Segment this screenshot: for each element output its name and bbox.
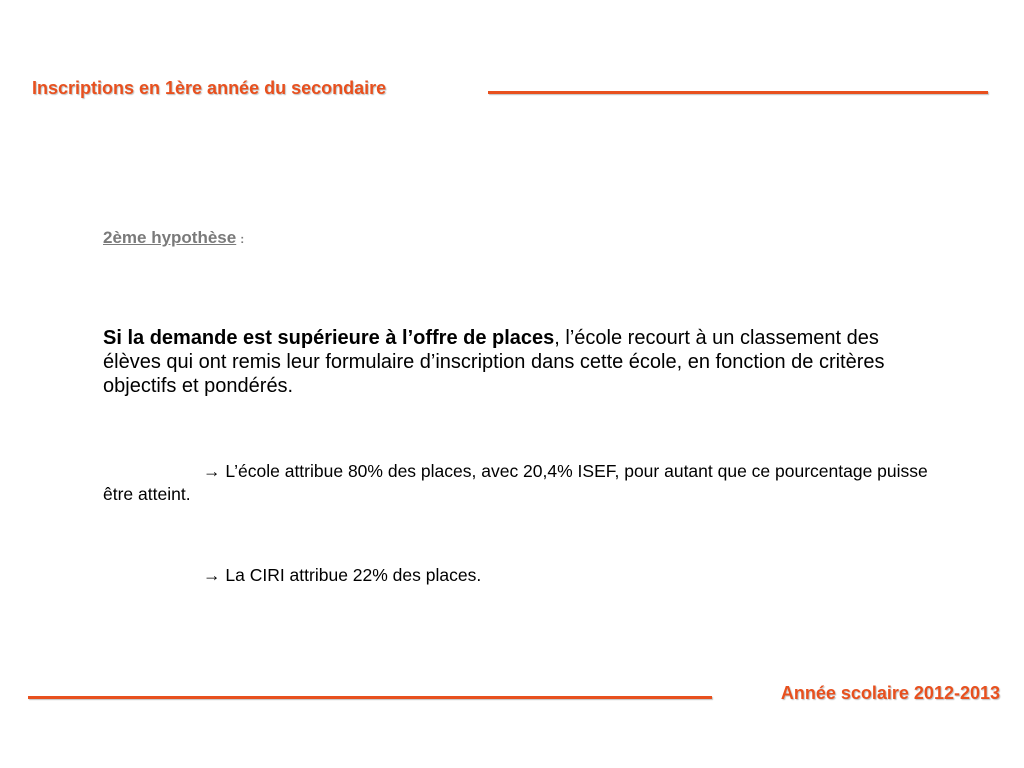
bullet-point-school xyxy=(103,460,933,506)
header-divider xyxy=(488,91,988,94)
header-title: Inscriptions en 1ère année du secondaire xyxy=(32,78,387,98)
main-paragraph xyxy=(103,326,933,398)
main-paragraph-rest: , l’école recourt à un classement des élèves qui ont remis leur formulaire d’inscription dans cette école, en fonction de critères objectifs et pondérés. xyxy=(103,327,885,397)
bullet-point-ciri xyxy=(103,564,933,587)
bullet-point-ciri-text: → La CIRI attribue 22% des places. xyxy=(203,565,482,585)
hypothesis-colon: : xyxy=(240,232,245,246)
bullet-point-school-text: → L’école attribue 80% des places, avec 20,4% ISEF, pour autant que ce pourcentage puisse être atteint. xyxy=(103,461,928,504)
footer-title: Année scolaire 2012-2013 xyxy=(780,683,1000,703)
hypothesis-label: 2ème hypothèse xyxy=(103,228,237,247)
hypothesis-heading xyxy=(103,228,244,248)
footer-divider xyxy=(28,696,712,699)
main-paragraph-bold: Si la demande est supérieure à l’offre de places xyxy=(103,327,555,349)
